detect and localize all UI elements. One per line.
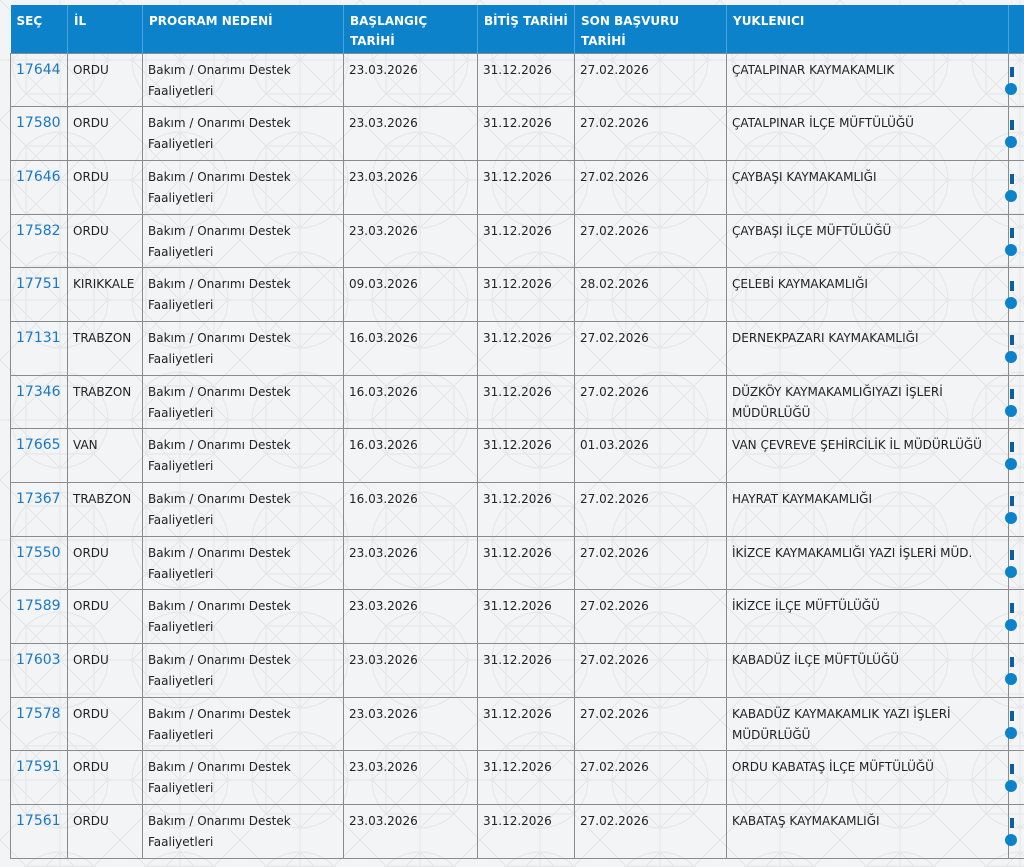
deadline-cell: 27.02.2026 [575, 483, 727, 537]
edge-link-icon[interactable] [1010, 67, 1014, 77]
contractor-cell: DERNEKPAZARI KAYMAKAMLIĞI [727, 321, 1009, 375]
program-reason-cell: Bakım / Onarımı Destek Faaliyetleri [143, 107, 344, 161]
edge-circle-icon[interactable] [1005, 834, 1017, 846]
end-date-cell: 31.12.2026 [478, 644, 575, 698]
select-cell [11, 214, 68, 268]
edge-link-icon[interactable] [1010, 818, 1014, 828]
program-reason-cell: Bakım / Onarımı Destek Faaliyetleri [143, 536, 344, 590]
contractor-cell: İKİZCE KAYMAKAMLIĞI YAZI İŞLERİ MÜD. [727, 536, 1009, 590]
record-id-link[interactable]: 17580 [16, 115, 61, 132]
record-id-link[interactable]: 17550 [16, 544, 61, 561]
deadline-cell: 27.02.2026 [575, 536, 727, 590]
select-cell [11, 536, 68, 590]
row-action-cell [1009, 375, 1024, 429]
header-row [11, 5, 1024, 53]
start-date-cell: 23.03.2026 [344, 536, 478, 590]
record-id-link[interactable]: 17751 [16, 276, 61, 293]
program-reason-cell: Bakım / Onarımı Destek Faaliyetleri [143, 53, 344, 107]
start-date-cell: 09.03.2026 [344, 268, 478, 322]
end-date-cell: 31.12.2026 [478, 321, 575, 375]
start-date-cell: 23.03.2026 [344, 697, 478, 751]
edge-link-icon[interactable] [1010, 496, 1014, 506]
end-date-cell: 31.12.2026 [478, 483, 575, 537]
select-cell [11, 644, 68, 698]
edge-link-icon[interactable] [1010, 657, 1014, 667]
column-header-son-basvuru-tarihi[interactable]: SON BAŞVURU TARİHİ [575, 5, 727, 53]
end-date-cell: 31.12.2026 [478, 805, 575, 859]
province-cell: ORDU [68, 751, 143, 805]
row-action-cell [1009, 536, 1024, 590]
row-action-cell [1009, 697, 1024, 751]
edge-circle-icon[interactable] [1005, 673, 1017, 685]
select-cell [11, 483, 68, 537]
deadline-cell: 27.02.2026 [575, 590, 727, 644]
edge-link-icon[interactable] [1010, 389, 1014, 399]
table-row[interactable] [11, 268, 1024, 322]
start-date-cell: 23.03.2026 [344, 160, 478, 214]
deadline-cell: 01.03.2026 [575, 429, 727, 483]
select-cell [11, 429, 68, 483]
province-cell: TRABZON [68, 483, 143, 537]
end-date-cell: 31.12.2026 [478, 697, 575, 751]
table-row[interactable] [11, 536, 1024, 590]
column-header-yuklenici[interactable]: YUKLENICI [727, 5, 1009, 53]
record-id-link[interactable]: 17346 [16, 383, 61, 400]
table-row[interactable] [11, 751, 1024, 805]
record-id-link[interactable]: 17131 [16, 329, 61, 346]
record-id-link[interactable]: 17644 [16, 61, 61, 78]
edge-circle-icon[interactable] [1005, 512, 1017, 524]
program-reason-cell: Bakım / Onarımı Destek Faaliyetleri [143, 375, 344, 429]
province-cell: ORDU [68, 590, 143, 644]
record-id-link[interactable]: 17589 [16, 598, 61, 615]
program-table [10, 5, 1024, 859]
contractor-cell: HAYRAT KAYMAKAMLIĞI [727, 483, 1009, 537]
edge-circle-icon[interactable] [1005, 780, 1017, 792]
edge-circle-icon[interactable] [1005, 297, 1017, 309]
column-header-sec[interactable]: SEÇ [11, 5, 68, 53]
contractor-cell: KABATAŞ KAYMAKAMLIĞI [727, 805, 1009, 859]
province-cell: ORDU [68, 697, 143, 751]
select-cell [11, 53, 68, 107]
row-action-cell [1009, 53, 1024, 107]
end-date-cell: 31.12.2026 [478, 536, 575, 590]
end-date-cell: 31.12.2026 [478, 53, 575, 107]
record-id-link[interactable]: 17578 [16, 705, 61, 722]
table-row[interactable] [11, 644, 1024, 698]
record-id-link[interactable]: 17582 [16, 222, 61, 239]
record-id-link[interactable]: 17367 [16, 491, 61, 507]
record-id-link[interactable]: 17561 [16, 813, 61, 830]
row-action-cell [1009, 590, 1024, 644]
table-row[interactable] [11, 53, 1024, 107]
program-reason-cell: Bakım / Onarımı Destek Faaliyetleri [143, 483, 344, 537]
start-date-cell: 23.03.2026 [344, 107, 478, 161]
province-cell: TRABZON [68, 321, 143, 375]
province-cell: VAN [68, 429, 143, 483]
row-action-cell [1009, 321, 1024, 375]
table-row[interactable] [11, 107, 1024, 161]
province-cell: ORDU [68, 160, 143, 214]
end-date-cell: 31.12.2026 [478, 268, 575, 322]
table-row[interactable] [11, 160, 1024, 214]
province-cell: ORDU [68, 644, 143, 698]
province-cell: KIRIKKALE [68, 268, 143, 322]
deadline-cell: 27.02.2026 [575, 53, 727, 107]
column-header-bitis-tarihi[interactable]: BİTİŞ TARİHİ [478, 5, 575, 53]
edge-circle-icon[interactable] [1005, 566, 1017, 578]
end-date-cell: 31.12.2026 [478, 214, 575, 268]
edge-link-icon[interactable] [1010, 603, 1014, 613]
edge-link-icon[interactable] [1010, 764, 1014, 774]
contractor-cell: ÇATALPINAR İLÇE MÜFTÜLÜĞÜ [727, 107, 1009, 161]
select-cell [11, 805, 68, 859]
table-row[interactable] [11, 805, 1024, 859]
start-date-cell: 23.03.2026 [344, 53, 478, 107]
contractor-cell: İKİZCE İLÇE MÜFTÜLÜĞÜ [727, 590, 1009, 644]
table-row[interactable] [11, 321, 1024, 375]
select-cell [11, 321, 68, 375]
contractor-cell: KABADÜZ İLÇE MÜFTÜLÜĞÜ [727, 644, 1009, 698]
start-date-cell: 23.03.2026 [344, 805, 478, 859]
table-row[interactable] [11, 697, 1024, 751]
program-reason-cell: Bakım / Onarımı Destek Faaliyetleri [143, 590, 344, 644]
column-header-program-nedeni[interactable]: PROGRAM NEDENİ [143, 5, 344, 53]
edge-circle-icon[interactable] [1005, 244, 1017, 256]
edge-link-icon[interactable] [1010, 120, 1014, 130]
deadline-cell: 27.02.2026 [575, 697, 727, 751]
province-cell: ORDU [68, 53, 143, 107]
edge-circle-icon[interactable] [1005, 190, 1017, 202]
contractor-cell: KABADÜZ KAYMAKAMLIK YAZI İŞLERİ MÜDÜRLÜĞÜ [727, 697, 1009, 751]
province-cell: ORDU [68, 536, 143, 590]
row-action-cell [1009, 107, 1024, 161]
select-cell [11, 160, 68, 214]
record-id-link[interactable]: 17646 [16, 168, 61, 185]
row-action-cell [1009, 429, 1024, 483]
edge-circle-icon[interactable] [1005, 619, 1017, 631]
start-date-cell: 23.03.2026 [344, 751, 478, 805]
record-id-link[interactable]: 17591 [16, 759, 61, 776]
start-date-cell: 23.03.2026 [344, 214, 478, 268]
deadline-cell: 27.02.2026 [575, 107, 727, 161]
deadline-cell: 27.02.2026 [575, 321, 727, 375]
province-cell: ORDU [68, 107, 143, 161]
edge-circle-icon[interactable] [1005, 727, 1017, 739]
start-date-cell: 16.03.2026 [344, 321, 478, 375]
edge-circle-icon[interactable] [1005, 136, 1017, 148]
edge-link-icon[interactable] [1010, 228, 1014, 238]
row-action-cell [1009, 644, 1024, 698]
start-date-cell: 23.03.2026 [344, 644, 478, 698]
program-reason-cell: Bakım / Onarımı Destek Faaliyetleri [143, 697, 344, 751]
table-row[interactable] [11, 590, 1024, 644]
row-action-cell [1009, 483, 1024, 537]
end-date-cell: 31.12.2026 [478, 107, 575, 161]
column-header-extra [1009, 5, 1024, 53]
column-header-baslangic-tarihi[interactable]: BAŞLANGIÇ TARİHİ [344, 5, 478, 53]
edge-link-icon[interactable] [1010, 281, 1014, 291]
province-cell: TRABZON [68, 375, 143, 429]
deadline-cell: 28.02.2026 [575, 268, 727, 322]
table-row[interactable] [11, 483, 1024, 537]
select-cell [11, 107, 68, 161]
deadline-cell: 27.02.2026 [575, 160, 727, 214]
row-action-cell [1009, 214, 1024, 268]
program-reason-cell: Bakım / Onarımı Destek Faaliyetleri [143, 429, 344, 483]
table-body [11, 53, 1024, 858]
row-action-cell [1009, 805, 1024, 859]
select-cell [11, 268, 68, 322]
select-cell [11, 697, 68, 751]
province-cell: ORDU [68, 805, 143, 859]
select-cell [11, 751, 68, 805]
record-id-link[interactable]: 17603 [16, 652, 61, 669]
edge-circle-icon[interactable] [1005, 351, 1017, 363]
start-date-cell: 16.03.2026 [344, 483, 478, 537]
table-row[interactable] [11, 429, 1024, 483]
contractor-cell: DÜZKÖY KAYMAKAMLIĞIYAZI İŞLERİ MÜDÜRLÜĞÜ [727, 375, 1009, 429]
contractor-cell: ÇAYBAŞI İLÇE MÜFTÜLÜĞÜ [727, 214, 1009, 268]
end-date-cell: 31.12.2026 [478, 429, 575, 483]
program-reason-cell: Bakım / Onarımı Destek Faaliyetleri [143, 214, 344, 268]
deadline-cell: 27.02.2026 [575, 644, 727, 698]
deadline-cell: 27.02.2026 [575, 805, 727, 859]
contractor-cell: ÇELEBİ KAYMAKAMLIĞI [727, 268, 1009, 322]
province-cell: ORDU [68, 214, 143, 268]
table-row[interactable] [11, 375, 1024, 429]
deadline-cell: 27.02.2026 [575, 751, 727, 805]
contractor-cell: ÇAYBAŞI KAYMAKAMLIĞI [727, 160, 1009, 214]
end-date-cell: 31.12.2026 [478, 160, 575, 214]
end-date-cell: 31.12.2026 [478, 751, 575, 805]
column-header-il[interactable]: İL [68, 5, 143, 53]
edge-circle-icon[interactable] [1005, 405, 1017, 417]
row-action-cell [1009, 751, 1024, 805]
edge-link-icon[interactable] [1010, 335, 1014, 345]
table-row[interactable] [11, 214, 1024, 268]
edge-link-icon[interactable] [1010, 550, 1014, 560]
end-date-cell: 31.12.2026 [478, 590, 575, 644]
deadline-cell: 27.02.2026 [575, 375, 727, 429]
program-reason-cell: Bakım / Onarımı Destek Faaliyetleri [143, 160, 344, 214]
start-date-cell: 23.03.2026 [344, 590, 478, 644]
edge-link-icon[interactable] [1010, 442, 1014, 452]
program-reason-cell: Bakım / Onarımı Destek Faaliyetleri [143, 751, 344, 805]
edge-link-icon[interactable] [1010, 174, 1014, 184]
select-cell [11, 590, 68, 644]
edge-circle-icon[interactable] [1005, 83, 1017, 95]
deadline-cell: 27.02.2026 [575, 214, 727, 268]
edge-link-icon[interactable] [1010, 711, 1014, 721]
select-cell [11, 375, 68, 429]
program-reason-cell: Bakım / Onarımı Destek Faaliyetleri [143, 268, 344, 322]
start-date-cell: 16.03.2026 [344, 429, 478, 483]
program-reason-cell: Bakım / Onarımı Destek Faaliyetleri [143, 321, 344, 375]
row-action-cell [1009, 160, 1024, 214]
program-reason-cell: Bakım / Onarımı Destek Faaliyetleri [143, 805, 344, 859]
end-date-cell: 31.12.2026 [478, 375, 575, 429]
row-action-cell [1009, 268, 1024, 322]
contractor-cell: ORDU KABATAŞ İLÇE MÜFTÜLÜĞÜ [727, 751, 1009, 805]
edge-circle-icon[interactable] [1005, 458, 1017, 470]
start-date-cell: 16.03.2026 [344, 375, 478, 429]
program-reason-cell: Bakım / Onarımı Destek Faaliyetleri [143, 644, 344, 698]
contractor-cell: ÇATALPINAR KAYMAKAMLIK [727, 53, 1009, 107]
contractor-cell: VAN ÇEVREVE ŞEHİRCİLİK İL MÜDÜRLÜĞÜ [727, 429, 1009, 483]
record-id-link[interactable]: 17665 [16, 437, 61, 454]
